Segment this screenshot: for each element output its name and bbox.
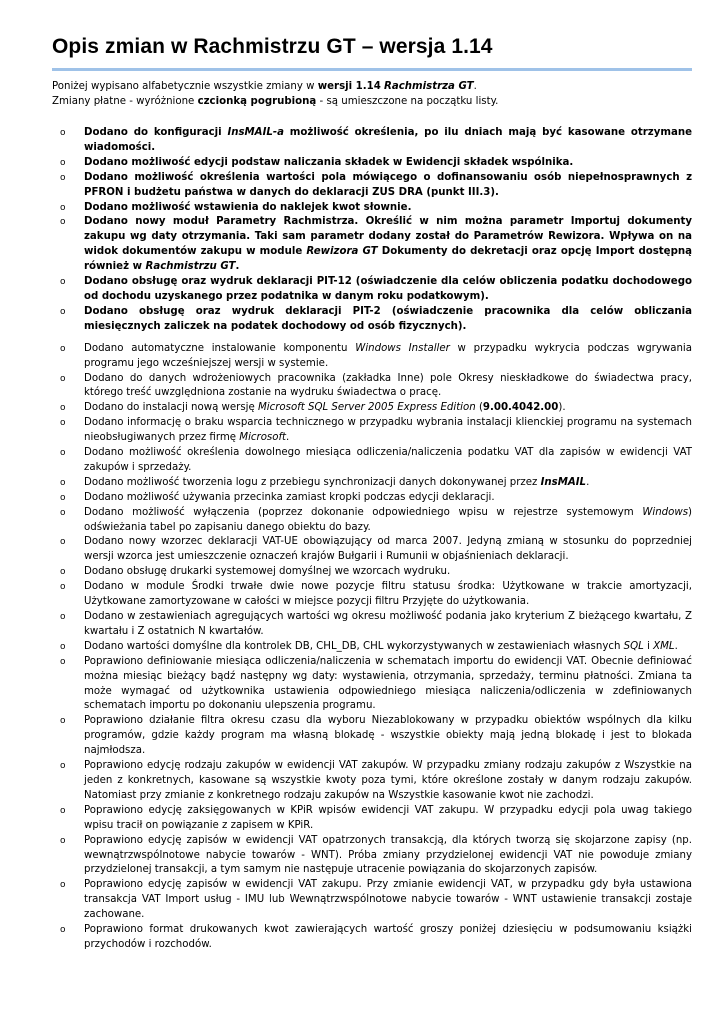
bullet-icon: o	[60, 128, 66, 138]
list-item: o Dodano możliwość edycji podstaw naliczania składek w Ewidencji składek wspólnika.	[52, 156, 692, 171]
list-item: o Dodano obsługę oraz wydruk deklaracji PIT-2 (oświadczenie pracownika dla celów obliczania miesięcznych zaliczek na podatek dochodowy od osób fizycznych).	[60, 305, 692, 332]
bullet-icon: o	[60, 656, 66, 667]
bullet-icon: o	[60, 880, 66, 891]
bullet-icon: o	[60, 277, 66, 288]
list-item: o Dodano możliwość używania przecinka zamiast kropki podczas edycji deklaracji.	[52, 491, 692, 506]
bullet-icon: o	[60, 925, 66, 936]
list-item: o Poprawiono edycję zapisów w ewidencji VAT opatrzonych transakcją, dla których tworzą się skojarzone zapisy (np. wewnątrzwspólnotowe nabycie towarów - WNT). Próba zmiany przydzielonej ewidencji VAT nie powoduje zmiany przydzielonej transakcji, a tym samym nie następuje utracenie powiązania do skojarzonych zapisów.	[60, 834, 692, 876]
list-item: o Poprawiono definiowanie miesiąca odliczenia/naliczenia w schematach importu do ewidencji VAT. Obecnie definiować można miesiąc bieżący bądź następny wg daty: wystawienia, otrzymania, sprzedaży, terminu płatności. Zmiana ta może wymagać od użytkownika ustawienia odpowiedniego miesiąca naliczenia/odliczenia w zdefiniowanych schematach importu po dokonaniu ulepszenia programu.	[60, 655, 692, 712]
bullet-icon: o	[60, 343, 66, 354]
bullet-icon: o	[60, 448, 66, 459]
bullet-icon: o	[60, 641, 66, 652]
bullet-icon: o	[60, 418, 66, 429]
list-item: o Dodano nowy wzorzec deklaracji VAT-UE obowiązujący od marca 2007. Jedyną zmianą w stosunku do poprzedniej wersji wzorca jest umieszczenie oznaczeń krajów Bułgarii i Rumunii w objaśnieniach deklaracji.	[60, 536, 692, 563]
list-item: o Poprawiono działanie filtra okresu czasu dla wyboru Niezablokowany w przypadku obiektów wspólnych dla kilku programów, gdzie każdy program ma własną blokadę - wszystkie obiekty mają jedną blokadę i jest to blokada najmłodsza.	[60, 715, 692, 757]
list-item: o Dodano automatyczne instalowanie komponentu Windows Installer w przypadku wykrycia podczas wgrywania programu jego wcześniejszej wersji w systemie.	[60, 342, 692, 369]
bullet-icon: o	[60, 172, 66, 183]
bullet-icon: o	[60, 492, 66, 503]
list-item: o Dodano w module Środki trwałe dwie nowe pozycje filtru statusu środka: Użytkowane w trakcie amortyzacji, Użytkowane zamortyzowane w całości w miejsce pozycji filtru Przyjęte do użytkowania.	[60, 581, 692, 608]
bullet-icon: o	[60, 835, 66, 846]
title-underline	[52, 68, 692, 71]
paid-changes-list	[52, 126, 692, 335]
bullet-icon: o	[60, 477, 66, 488]
bullet-icon: o	[60, 805, 66, 816]
list-item: o Dodano możliwość wyłączenia (poprzez dokonanie odpowiedniego wpisu w rejestrze systemowym Windows) odświeżania tabel po zapisaniu danego obiektu do bazy.	[60, 506, 692, 533]
bullet-icon: o	[60, 761, 66, 772]
bullet-icon: o	[60, 507, 66, 518]
list-item: o Dodano możliwość określenia wartości pola mówiącego o dofinansowaniu osób niepełnosprawnych z PFRON i budżetu państwa w danych do deklaracji ZUS DRA (punkt III.3).	[60, 171, 692, 198]
list-item: o Poprawiono edycję zapisów w ewidencji VAT zakupu. Przy zmianie ewidencji VAT, w przypadku gdy była ustawiona transakcja VAT Import usług - IMU lub Wewnątrzwspólnotowe nabycie towarów - WNT ustawienie transakcji zostaje zachowane.	[60, 879, 692, 921]
list-item: o Poprawiono edycję rodzaju zakupów w ewidencji VAT zakupów. W przypadku zmiany rodzaju zakupów z Wszystkie na jeden z konkretnych, kasowane są wszystkie kwoty poza tymi, które określone zostały w danym rodzaju zakupów. Natomiast przy zmianie z konkretnego rodzaju zakupów na Wszystkie kasowanie kwot nie zachodzi.	[60, 760, 692, 801]
bullet-icon: o	[60, 306, 66, 317]
list-item: o Dodano do instalacji nową wersję Microsoft SQL Server 2005 Express Edition (9.00.4042.00).	[52, 401, 692, 416]
list-item: o Dodano obsługę oraz wydruk deklaracji PIT-12 (oświadczenie dla celów obliczenia podatku dochodowego od dochodu uzyskanego przez podatnika w danym roku podatkowym).	[60, 276, 692, 302]
list-item: o Dodano możliwość wstawienia do naklejek kwot słownie.	[52, 201, 692, 216]
list-item: o Dodano obsługę drukarki systemowej domyślnej we wzorcach wydruku.	[52, 565, 692, 580]
intro	[52, 80, 692, 109]
free-changes-list	[52, 342, 692, 953]
list-item: o Dodano wartości domyślne dla kontrolek DB, CHL_DB, CHL wykorzystywanych w zestawieniach własnych SQL i XML.	[52, 640, 692, 655]
bullet-icon: o	[60, 716, 66, 727]
bullet-icon: o	[60, 537, 66, 548]
list-item: o Dodano do danych wdrożeniowych pracownika (zakładka Inne) pole Okresy nieskładkowe do świadectwa pracy, którego treść uwzględniona zostanie na wydruku świadectwa o pracę.	[60, 372, 692, 399]
page-title: Opis zmian w Rachmistrzu GT – wersja 1.14	[52, 35, 493, 58]
bullet-icon: o	[60, 217, 66, 228]
list-item: o Dodano w zestawieniach agregujących wartości wg okresu możliwość podania jako kryterium Z bieżącego kwartału, Z kwartału i Z ostatnich N kwartałów.	[60, 611, 692, 637]
list-item: o Dodano do konfiguracji InsMAIL-a możliwość określenia, po ilu dniach mają być kasowane otrzymane wiadomości.	[60, 127, 692, 153]
bullet-icon: o	[60, 612, 66, 622]
list-item: o Poprawiono edycję zaksięgowanych w KPiR wpisów ewidencji VAT zakupu. W przypadku edycji pola uwag takiego wpisu tracił on powiązanie z zapisem w KPiR.	[60, 804, 692, 831]
bullet-icon: o	[60, 202, 66, 213]
bullet-icon: o	[60, 582, 66, 593]
list-item: o Dodano informację o braku wsparcia technicznego w przypadku wybrania instalacji klienckiej programu na systemach nieobsługiwanych przez firmę Microsoft.	[60, 417, 692, 444]
list-item: o Dodano możliwość określenia dowolnego miesiąca odliczenia/naliczenia podatku VAT dla zapisów w ewidencji VAT zakupów i sprzedaży.	[60, 447, 692, 473]
intro-line-1: Poniżej wypisano alfabetycznie wszystkie zmiany w wersji 1.14 Rachmistrza GT.	[52, 81, 477, 92]
intro-line-2: Zmiany płatne - wyróżnione czcionką pogrubioną - są umieszczone na początku listy.	[52, 95, 499, 107]
list-item: o Dodano możliwość tworzenia logu z przebiegu synchronizacji danych dokonywanej przez InsMAIL.	[52, 476, 692, 491]
bullet-icon: o	[60, 403, 66, 414]
list-item: o Poprawiono format drukowanych kwot zawierających wartość groszy poniżej dziesięciu w podsumowaniu książki przychodów i rozchodów.	[60, 924, 692, 950]
bullet-icon: o	[60, 157, 66, 168]
bullet-icon: o	[60, 373, 66, 384]
bullet-icon: o	[60, 567, 66, 578]
list-item: o Dodano nowy moduł Parametry Rachmistrza. Określić w nim można parametr Importuj dokumenty zakupu wg daty otrzymania. Taki sam parametr dodany został do Parametrów Rewizora. Wpływa on na widok dokumentów zakupu w module Rewizora GT Dokumenty do dekretacji oraz opcję Import dostępną również w Rachmistrzu GT.	[60, 216, 693, 273]
